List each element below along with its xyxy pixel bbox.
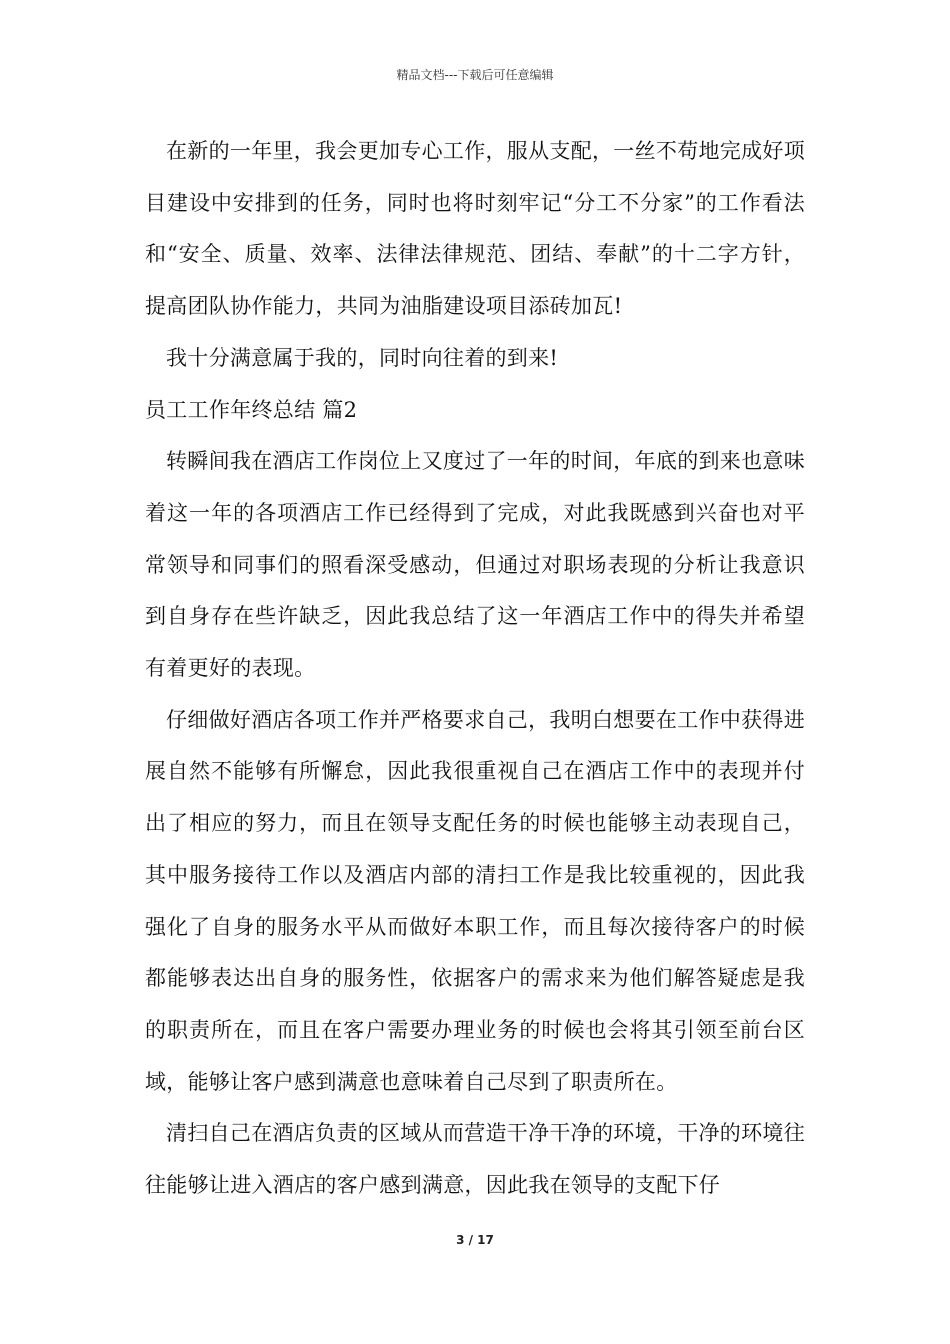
paragraph: 在新的一年里，我会更加专心工作，服从支配，一丝不苟地完成好项目建设中安排到的任务，同时也将时刻牢记“分工不分家”的工作看法和“安全、质量、效率、法律法律规范、团结、奉献”的十二字方针，提高团队协作能力，共同为油脂建设项目添砖加瓦! bbox=[145, 139, 805, 319]
document-body bbox=[145, 126, 805, 1212]
paragraph: 仔细做好酒店各项工作并严格要求自己，我明白想要在工作中获得进展自然不能够有所懈怠，因此我很重视自己在酒店工作中的表现并付出了相应的努力，而且在领导支配任务的时候也能够主动表现自己，其中服务接待工作以及酒店内部的清扫工作是我比较重视的，因此我强化了自身的服务水平从而做好本职工作，而且每次接待客户的时候都能够表达出自身的服务性，依据客户的需求来为他们解答疑虑是我的职责所在，而且在客户需要办理业务的时候也会将其引领至前台区域，能够让客户感到满意也意味着自己尽到了职责所在。 bbox=[145, 707, 805, 1094]
page-number: 3 / 17 bbox=[456, 1233, 494, 1247]
section-heading: 员工工作年终总结 篇2 bbox=[145, 397, 358, 422]
page-header: 精品文档---下载后可任意编辑 bbox=[396, 68, 554, 82]
paragraph: 我十分满意属于我的，同时向往着的到来! bbox=[166, 345, 559, 370]
paragraph: 清扫自己在酒店负责的区域从而营造干净干净的环境，干净的环境往往能够让进入酒店的客户感到满意，因此我在领导的支配下仔 bbox=[145, 1121, 805, 1198]
paragraph: 转瞬间我在酒店工作岗位上又度过了一年的时间，年底的到来也意味着这一年的各项酒店工作已经得到了完成，对此我既感到兴奋也对平常领导和同事们的照看深受感动，但通过对职场表现的分析让我意识到自身存在些许缺乏，因此我总结了这一年酒店工作中的得失并希望有着更好的表现。 bbox=[145, 449, 805, 681]
